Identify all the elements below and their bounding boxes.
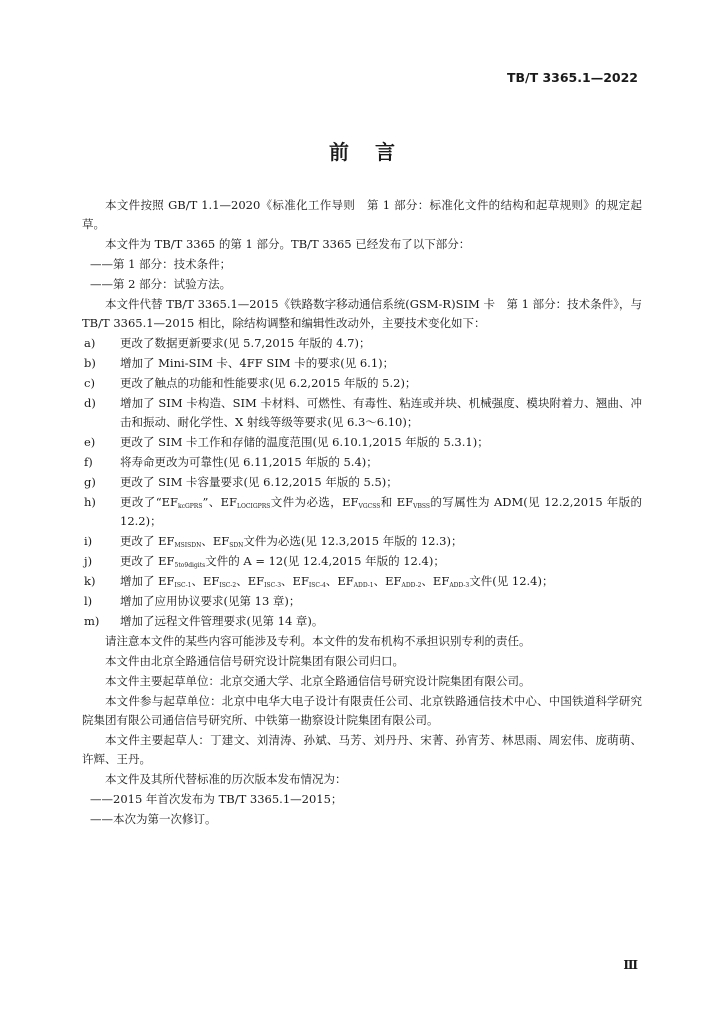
part-item: ——第 2 部分：试验方法。	[90, 277, 232, 291]
item-label: h)	[84, 495, 96, 509]
item-label: b)	[84, 356, 96, 370]
paragraph-participating-units: 本文件参与起草单位：北京中电华大电子设计有限责任公司、北京铁路通信技术中心、中国铁道科学研究院集团有限公司通信信号研究所、中铁第一勘察设计院集团有限公司。	[82, 694, 642, 727]
item-label: k)	[84, 574, 96, 588]
item-label: d)	[84, 396, 96, 410]
paragraph-version-history: 本文件及其所代替标准的历次版本发布情况为：	[105, 772, 347, 786]
item-label: m)	[84, 614, 100, 628]
change-item-j	[82, 552, 642, 571]
change-item-g	[82, 473, 642, 492]
change-item-f	[82, 453, 642, 472]
history-item: ——2015 年首次发布为 TB/T 3365.1—2015；	[90, 792, 343, 806]
item-label: e)	[84, 435, 96, 449]
change-item-m	[82, 612, 642, 631]
paragraph-patent-notice: 请注意本文件的某些内容可能涉及专利。本文件的发布机构不承担识别专利的责任。	[105, 634, 531, 648]
item-text: 增加了应用协议要求(见第 13 章)；	[120, 594, 301, 608]
item-label: i)	[84, 534, 93, 548]
page-title: 前言	[329, 140, 421, 164]
item-text: 更改了触点的功能和性能要求(见 6.2,2015 年版的 5.2)；	[120, 376, 417, 390]
history-item: ——本次为第一次修订。	[90, 812, 217, 826]
item-label: l)	[84, 594, 93, 608]
paragraph-main-drafters: 本文件主要起草人：丁建文、刘清涛、孙斌、马芳、刘丹丹、宋菁、孙宵芳、林思雨、周宏伟、庞萌萌、许辉、王丹。	[82, 733, 642, 766]
item-text: 更改了 SIM 卡工作和存储的温度范围(见 6.10.1,2015 年版的 5.3.1)；	[120, 435, 489, 449]
item-label: f)	[84, 455, 93, 469]
change-item-i	[82, 532, 642, 551]
change-item-h	[82, 493, 642, 531]
change-item-c	[82, 374, 642, 393]
paragraph-responsible-org: 本文件由北京全路通信信号研究设计院集团有限公司归口。	[105, 654, 404, 668]
item-label: a)	[84, 336, 96, 350]
item-text: 增加了 Mini-SIM 卡、4FF SIM 卡的要求(见 6.1)；	[120, 356, 395, 370]
change-item-d	[82, 394, 642, 432]
item-text: 更改了 $EF_{MSISDN}$、$EF_{SDN}$文件为必选(见 12.3,2015 年版的 12.3)；	[120, 534, 463, 549]
item-text: 增加了远程文件管理要求(见第 14 章)。	[120, 614, 324, 628]
change-item-b	[82, 354, 642, 373]
paragraph-parts-intro: 本文件为 TB/T 3365 的第 1 部分。TB/T 3365 已经发布了以下部分：	[105, 237, 471, 251]
item-text: 更改了数据更新要求(见 5.7,2015 年版的 4.7)；	[120, 336, 371, 350]
item-label: j)	[84, 554, 93, 568]
change-item-l	[82, 592, 642, 611]
item-text: 增加了 $EF_{ISC-1}$、$EF_{ISC-2}$、$EF_{ISC-3}$、$EF_{ISC-4}$、$EF_{ADD-1}$、$EF_{ADD-2}$、$EF_{ADD-3}$文件(见 12.4)；	[120, 574, 554, 589]
paragraph-drafting-rules: 本文件按照 GB/T 1.1—2020《标准化工作导则 第 1 部分：标准化文件的结构和起草规则》的规定起草。	[82, 198, 642, 231]
page-number: Ⅲ	[623, 958, 638, 972]
item-text: 更改了 SIM 卡容量要求(见 6.12,2015 年版的 5.5)；	[120, 475, 398, 489]
item-text: 更改了“$EF_{kcGPRS}$”、$EF_{LOCIGPRS}$文件为必选，$EF_{VGCSS}$和 $EF_{VBSS}$的写属性为 ADM(见 12.2,2015 年版的 12.2)；	[120, 495, 643, 528]
item-text: 将寿命更改为可靠性(见 6.11,2015 年版的 5.4)；	[120, 455, 378, 469]
change-item-e	[82, 433, 642, 452]
item-text: 增加了 SIM 卡构造、SIM 卡材料、可燃性、有毒性、粘连或并块、机械强度、模块附着力、翘曲、冲击和振动、耐化学性、X 射线等级等要求(见 6.3～6.10)；	[120, 396, 642, 429]
change-item-k	[82, 572, 642, 591]
part-item: ——第 1 部分：技术条件；	[90, 257, 232, 271]
item-label: c)	[84, 376, 95, 390]
paragraph-replacement: 本文件代替 TB/T 3365.1—2015《铁路数字移动通信系统(GSM-R)SIM 卡 第 1 部分：技术条件》，与 TB/T 3365.1—2015 相比，除结构调整和编辑性改动外，主要技术变化如下：	[82, 297, 642, 330]
paragraph-main-drafting-units: 本文件主要起草单位：北京交通大学、北京全路通信信号研究设计院集团有限公司。	[105, 674, 531, 688]
item-text: 更改了 $EF_{5to9digits}$文件的 A = 12(见 12.4,2015 年版的 12.4)；	[120, 554, 445, 569]
item-label: g)	[84, 475, 96, 489]
change-item-a	[82, 334, 642, 353]
standard-number: TB/T 3365.1—2022	[506, 70, 638, 85]
foreword-body	[82, 196, 642, 830]
